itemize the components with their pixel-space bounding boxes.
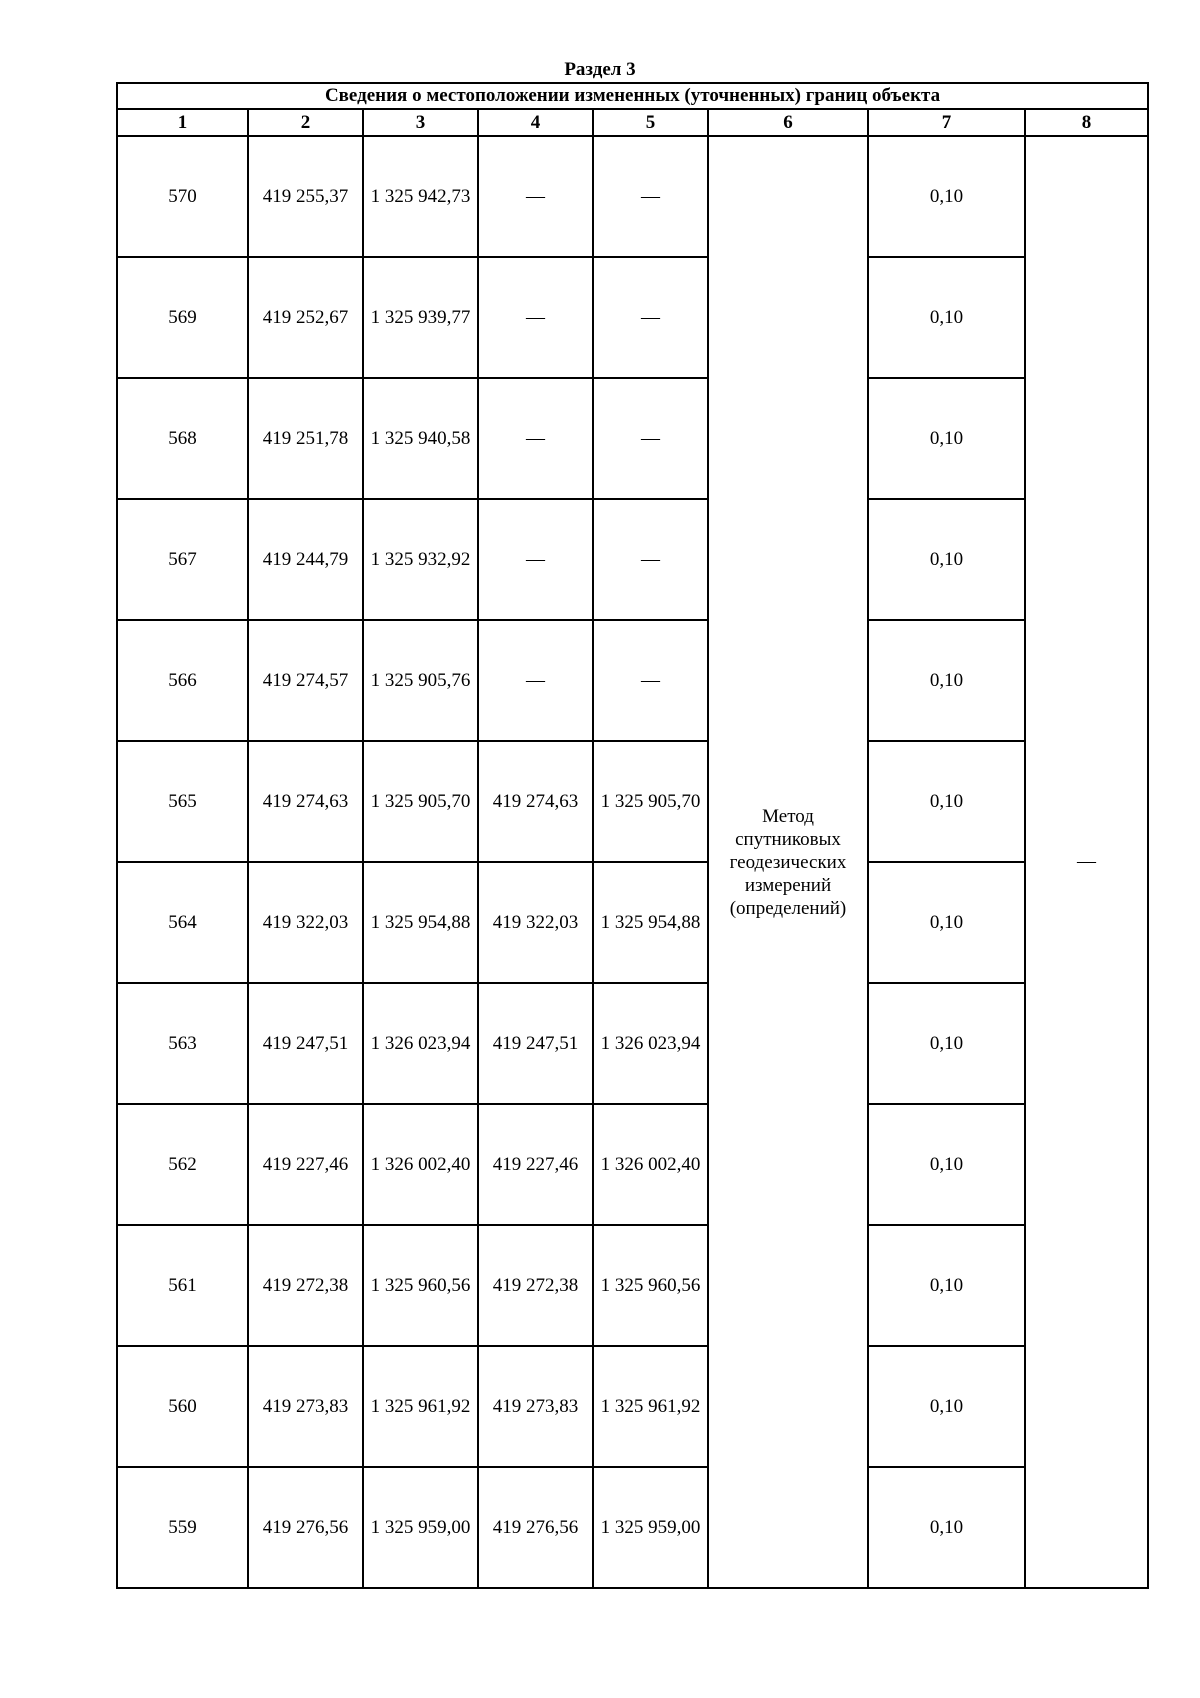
y-coordinate-cell: 1 325 942,73 bbox=[363, 136, 478, 257]
point-number-cell: 561 bbox=[117, 1225, 248, 1346]
table-caption: Сведения о местоположении измененных (уточненных) границ объекта bbox=[117, 83, 1148, 109]
x-coordinate-cell: 419 276,56 bbox=[248, 1467, 363, 1588]
column-number-row bbox=[117, 109, 1148, 136]
y-existing-cell: — bbox=[593, 378, 708, 499]
column-number: 7 bbox=[868, 109, 1025, 136]
column-number: 8 bbox=[1025, 109, 1148, 136]
x-coordinate-cell: 419 274,57 bbox=[248, 620, 363, 741]
y-coordinate-cell: 1 325 954,88 bbox=[363, 862, 478, 983]
accuracy-cell: 0,10 bbox=[868, 1104, 1025, 1225]
y-coordinate-cell: 1 326 002,40 bbox=[363, 1104, 478, 1225]
column-number: 5 bbox=[593, 109, 708, 136]
table-row bbox=[117, 1346, 1148, 1467]
x-existing-cell: 419 247,51 bbox=[478, 983, 593, 1104]
y-coordinate-cell: 1 325 940,58 bbox=[363, 378, 478, 499]
accuracy-cell: 0,10 bbox=[868, 257, 1025, 378]
table-row bbox=[117, 1104, 1148, 1225]
x-existing-cell: 419 227,46 bbox=[478, 1104, 593, 1225]
point-number-cell: 567 bbox=[117, 499, 248, 620]
point-number-cell: 562 bbox=[117, 1104, 248, 1225]
point-number-cell: 570 bbox=[117, 136, 248, 257]
point-number-cell: 565 bbox=[117, 741, 248, 862]
table-row bbox=[117, 620, 1148, 741]
x-existing-cell: — bbox=[478, 499, 593, 620]
table-row bbox=[117, 136, 1148, 257]
y-existing-cell: 1 325 960,56 bbox=[593, 1225, 708, 1346]
x-coordinate-cell: 419 244,79 bbox=[248, 499, 363, 620]
y-existing-cell: 1 325 959,00 bbox=[593, 1467, 708, 1588]
x-existing-cell: 419 276,56 bbox=[478, 1467, 593, 1588]
point-number-cell: 559 bbox=[117, 1467, 248, 1588]
y-existing-cell: 1 325 961,92 bbox=[593, 1346, 708, 1467]
x-existing-cell: — bbox=[478, 620, 593, 741]
y-coordinate-cell: 1 325 932,92 bbox=[363, 499, 478, 620]
y-existing-cell: — bbox=[593, 136, 708, 257]
column-8-cell: — bbox=[1025, 136, 1148, 1588]
y-coordinate-cell: 1 325 939,77 bbox=[363, 257, 478, 378]
table-row bbox=[117, 499, 1148, 620]
point-number-cell: 569 bbox=[117, 257, 248, 378]
y-coordinate-cell: 1 325 905,70 bbox=[363, 741, 478, 862]
y-existing-cell: — bbox=[593, 257, 708, 378]
x-coordinate-cell: 419 272,38 bbox=[248, 1225, 363, 1346]
y-coordinate-cell: 1 325 959,00 bbox=[363, 1467, 478, 1588]
table-row bbox=[117, 741, 1148, 862]
accuracy-cell: 0,10 bbox=[868, 1346, 1025, 1467]
accuracy-cell: 0,10 bbox=[868, 378, 1025, 499]
table-row bbox=[117, 1225, 1148, 1346]
y-existing-cell: — bbox=[593, 499, 708, 620]
x-existing-cell: 419 273,83 bbox=[478, 1346, 593, 1467]
column-number: 6 bbox=[708, 109, 868, 136]
table-row bbox=[117, 1467, 1148, 1588]
y-coordinate-cell: 1 325 905,76 bbox=[363, 620, 478, 741]
y-coordinate-cell: 1 325 961,92 bbox=[363, 1346, 478, 1467]
table-row bbox=[117, 983, 1148, 1104]
point-number-cell: 568 bbox=[117, 378, 248, 499]
column-number: 1 bbox=[117, 109, 248, 136]
accuracy-cell: 0,10 bbox=[868, 136, 1025, 257]
y-coordinate-cell: 1 326 023,94 bbox=[363, 983, 478, 1104]
section-title: Раздел 3 bbox=[564, 59, 636, 80]
y-existing-cell: 1 326 002,40 bbox=[593, 1104, 708, 1225]
accuracy-cell: 0,10 bbox=[868, 620, 1025, 741]
x-existing-cell: — bbox=[478, 136, 593, 257]
x-coordinate-cell: 419 322,03 bbox=[248, 862, 363, 983]
point-number-cell: 566 bbox=[117, 620, 248, 741]
accuracy-cell: 0,10 bbox=[868, 741, 1025, 862]
x-coordinate-cell: 419 251,78 bbox=[248, 378, 363, 499]
column-number: 4 bbox=[478, 109, 593, 136]
column-number: 2 bbox=[248, 109, 363, 136]
accuracy-cell: 0,10 bbox=[868, 499, 1025, 620]
table-row bbox=[117, 378, 1148, 499]
accuracy-cell: 0,10 bbox=[868, 862, 1025, 983]
method-cell: Метод спутниковых геодезических измерений (определений) bbox=[708, 136, 868, 1588]
accuracy-cell: 0,10 bbox=[868, 1467, 1025, 1588]
table-row bbox=[117, 862, 1148, 983]
accuracy-cell: 0,10 bbox=[868, 1225, 1025, 1346]
x-coordinate-cell: 419 274,63 bbox=[248, 741, 363, 862]
x-coordinate-cell: 419 227,46 bbox=[248, 1104, 363, 1225]
y-coordinate-cell: 1 325 960,56 bbox=[363, 1225, 478, 1346]
x-existing-cell: 419 274,63 bbox=[478, 741, 593, 862]
x-existing-cell: 419 272,38 bbox=[478, 1225, 593, 1346]
x-existing-cell: — bbox=[478, 378, 593, 499]
point-number-cell: 564 bbox=[117, 862, 248, 983]
y-existing-cell: 1 325 905,70 bbox=[593, 741, 708, 862]
table-row bbox=[117, 257, 1148, 378]
accuracy-cell: 0,10 bbox=[868, 983, 1025, 1104]
x-coordinate-cell: 419 247,51 bbox=[248, 983, 363, 1104]
x-existing-cell: — bbox=[478, 257, 593, 378]
y-existing-cell: 1 326 023,94 bbox=[593, 983, 708, 1104]
x-existing-cell: 419 322,03 bbox=[478, 862, 593, 983]
y-existing-cell: — bbox=[593, 620, 708, 741]
column-number: 3 bbox=[363, 109, 478, 136]
point-number-cell: 560 bbox=[117, 1346, 248, 1467]
x-coordinate-cell: 419 252,67 bbox=[248, 257, 363, 378]
boundary-table bbox=[116, 82, 1149, 1589]
x-coordinate-cell: 419 273,83 bbox=[248, 1346, 363, 1467]
point-number-cell: 563 bbox=[117, 983, 248, 1104]
x-coordinate-cell: 419 255,37 bbox=[248, 136, 363, 257]
y-existing-cell: 1 325 954,88 bbox=[593, 862, 708, 983]
